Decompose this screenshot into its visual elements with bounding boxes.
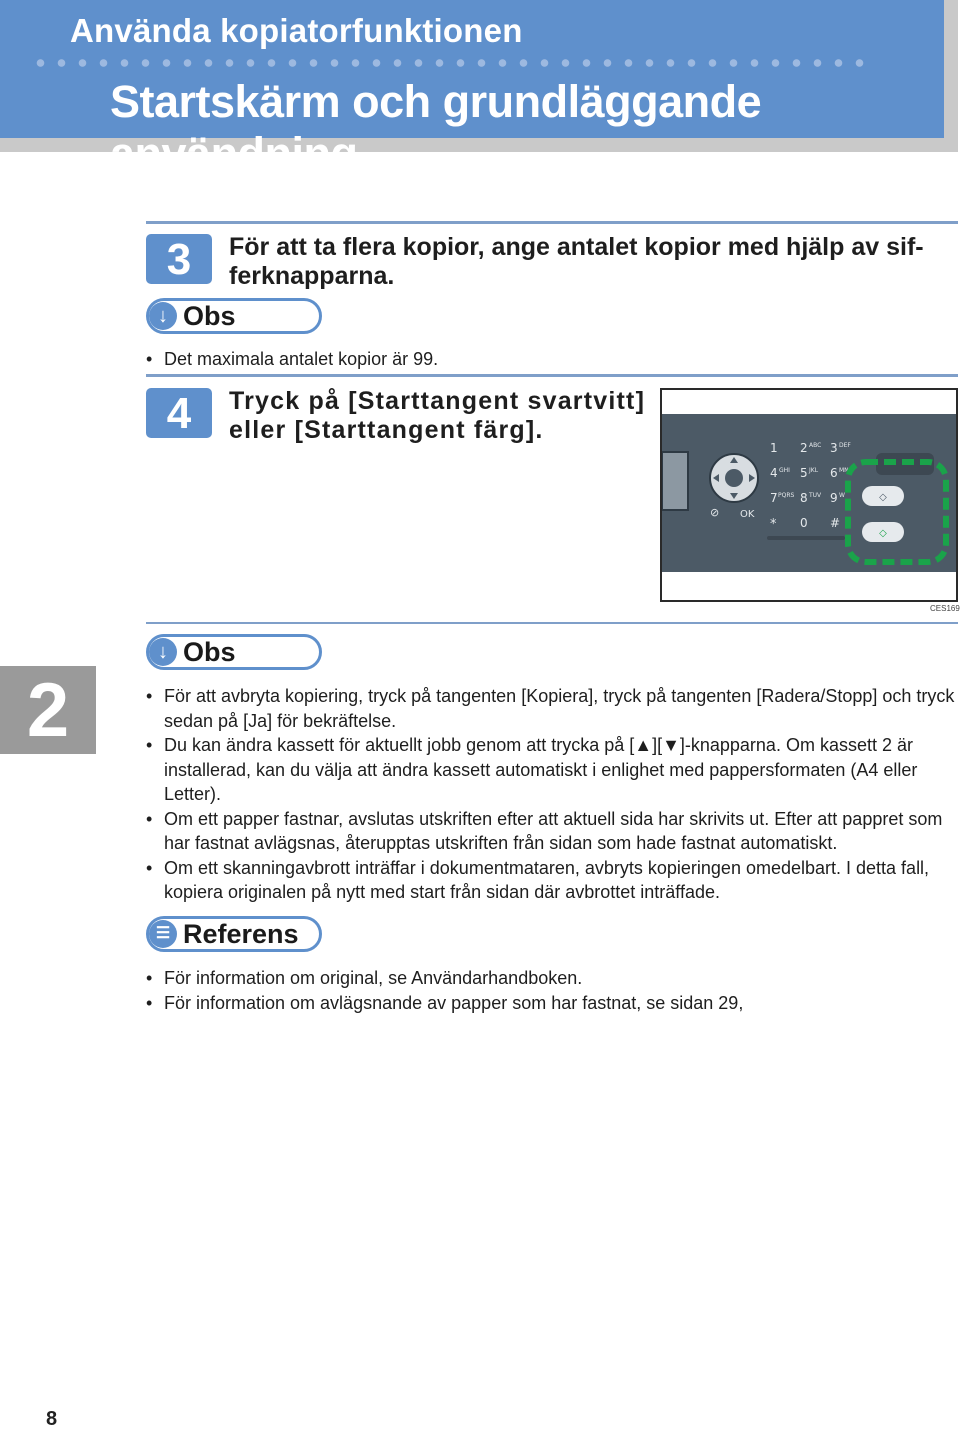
list-item: • För information om original, se Användarhandboken. [146,966,958,991]
obs-label: Obs [183,301,236,331]
arrow-down-icon: ↓ [149,638,177,666]
back-icon: ⊘ [710,506,720,519]
obs-pill-step3 [146,298,322,334]
key-5: 5 [800,466,808,480]
list-item: • Om ett papper fastnar, avslutas utskriften efter att aktuell sida har skrivits ut. Efter att pappret som har fastnat avlägsnas, återupptas utskriften från sidan som hade fastnat automatiskt. [146,807,958,856]
control-panel-drawing [662,390,956,600]
step-3-text [229,233,924,291]
key-0: 0 [800,516,808,530]
key-star: * [770,517,777,532]
chapter-title: Använda kopiatorfunktionen [70,12,523,49]
control-panel-illustration [660,388,958,602]
step-4-text-line2: eller [Starttangent färg]. [229,416,544,444]
arrow-down-icon: ↓ [149,302,177,330]
dotted-divider [30,58,870,68]
obs-rule [146,622,958,624]
start-icon: ◇ [879,492,887,503]
key-hash: # [830,516,841,530]
lcd-screen [662,452,688,510]
ok-key-label: OK [740,509,755,520]
step-3-text-line2: ferknapparna. [229,262,395,290]
obs-list [146,684,958,905]
step-3-rule [146,221,958,224]
key-3: 3 [830,441,838,455]
referens-label: Referens [183,919,299,949]
key-9: 9 [830,491,838,505]
step-3-notes [146,347,958,372]
list-item: • För att avbryta kopiering, tryck på tangenten [Kopiera], tryck på tangenten [Radera/Stopp] och tryck sedan på [Ja] för bekräftelse. [146,684,958,733]
key-9-letters: W [839,492,845,499]
step-4-number: 4 [146,388,212,438]
key-4-letters: GHI [779,467,790,474]
key-4: 4 [770,466,778,480]
start-color-icon: ◇ [879,528,887,539]
key-2: 2 [800,441,808,455]
list-item: • Om ett skanningavbrott inträffar i dokumentmataren, avbryts kopieringen omedelbart. I detta fall, kopiera originalen på nytt med start från sidan där avbrottet inträffade. [146,856,958,905]
illustration-code: CES169 [930,604,960,613]
key-7-letters: PQRS [778,492,795,499]
key-5-letters: JKL [809,467,819,474]
page-header [0,0,944,179]
referens-pill [146,916,322,952]
step-4-rule [146,374,958,377]
key-7: 7 [770,491,778,505]
referens-list [146,966,958,1015]
step-4-text [229,387,645,445]
document-icon: ☰ [149,920,177,948]
key-2-letters: ABC [809,442,822,449]
step-3-number: 3 [146,234,212,284]
chapter-tab: 2 [0,666,96,754]
page-number: 8 [46,1408,58,1430]
step-4-text-line1: Tryck på [Starttangent svartvitt] [229,387,646,415]
section-title: Startskärm och grundläggande användning [110,76,762,179]
list-item: • Det maximala antalet kopior är 99. [146,347,958,372]
step-3-text-line1: För att ta flera kopior, ange antalet kopior med hjälp av sif- [229,233,924,261]
obs-label: Obs [183,637,236,667]
key-8-letters: TUV [809,492,822,499]
key-6: 6 [830,466,838,480]
obs-pill [146,634,322,670]
key-1: 1 [770,441,778,455]
key-3-letters: DEF [839,442,851,449]
list-item: • Du kan ändra kassett för aktuellt jobb genom att trycka på [▲][▼]-knapparna. Om kassett 2 är installerad, kan du välja att ändra kassett automatiskt i enlighet med pappersformaten (A4 eller Letter). [146,733,958,807]
key-8: 8 [800,491,808,505]
list-item: • För information om avlägsnande av papper som har fastnat, se sidan 29, [146,991,958,1016]
key-6-letters: MN [839,467,849,474]
